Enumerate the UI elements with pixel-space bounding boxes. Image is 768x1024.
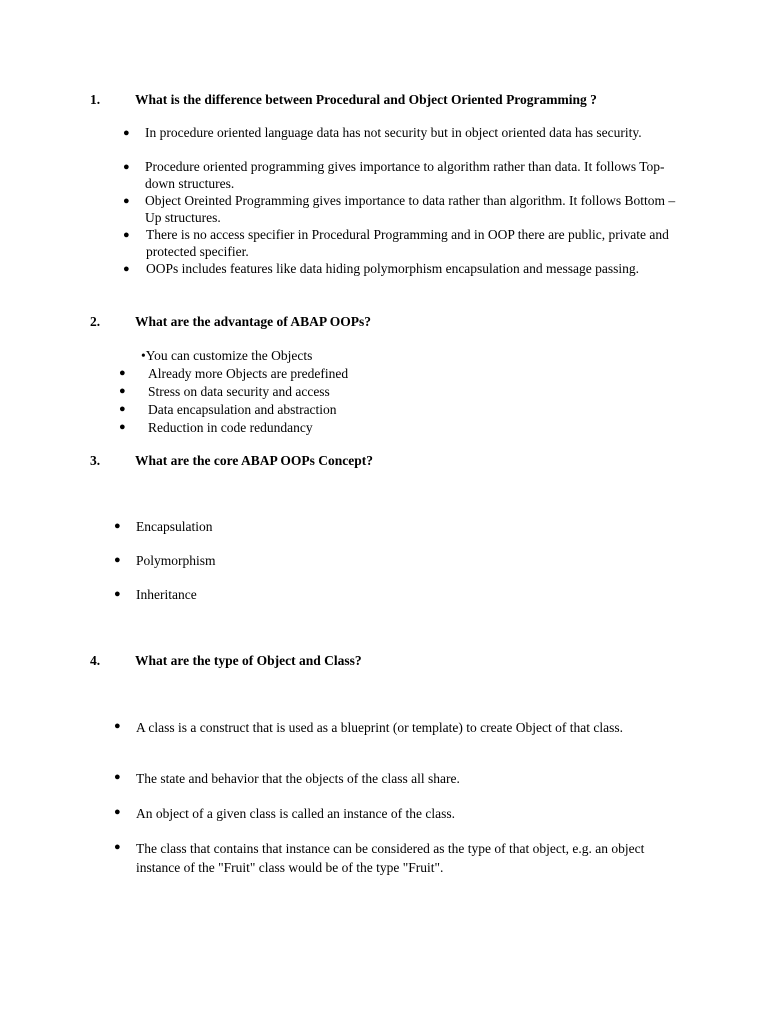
- list-item: [0, 401, 768, 419]
- bullet-text: Inheritance: [136, 587, 197, 602]
- bullet-text: Polymorphism: [136, 553, 216, 568]
- list-item: [0, 518, 768, 552]
- bullet-icon: ●: [114, 841, 121, 853]
- question-1-number: 1.: [90, 92, 101, 107]
- list-item: [0, 804, 768, 839]
- question-2-number: 2.: [90, 314, 101, 329]
- bullet-icon: ●: [114, 771, 121, 783]
- list-item: [0, 718, 768, 769]
- bullet-text: Stress on data security and access: [148, 384, 330, 399]
- list-item: [0, 419, 768, 437]
- bullet-icon: ●: [123, 229, 130, 241]
- bullet-text: A class is a construct that is used as a blueprint (or template) to create Object of that class.: [136, 720, 623, 735]
- list-item: [0, 839, 768, 879]
- bullet-text: An object of a given class is called an instance of the class.: [136, 806, 456, 821]
- bullet-text: OOPs includes features like data hiding polymorphism encapsulation and message passing.: [146, 261, 640, 276]
- bullet-icon: ●: [114, 720, 121, 732]
- bullet-text: The state and behavior that the objects of the class all share.: [136, 771, 460, 786]
- list-item: [0, 193, 768, 227]
- list-item: [0, 552, 768, 586]
- bullet-text: Reduction in code redundancy: [148, 420, 313, 435]
- question-1-bullets: [0, 125, 768, 295]
- bullet-icon: ●: [114, 554, 121, 566]
- bullet-text: Already more Objects are predefined: [148, 366, 349, 381]
- bullet-text: Object Oreinted Programming gives importance to data rather than algorithm. It follows Bottom – Up structures.: [145, 193, 676, 225]
- question-2-bullets: [0, 365, 768, 437]
- bullet-icon: ●: [123, 127, 130, 139]
- question-3-bullets: [0, 518, 768, 620]
- bullet-icon: ●: [114, 520, 121, 532]
- list-item: [0, 261, 768, 295]
- bullet-icon: ●: [123, 263, 130, 275]
- question-3-number: 3.: [90, 453, 101, 468]
- bullet-icon: ●: [123, 195, 130, 207]
- question-4-title: What are the type of Object and Class?: [135, 653, 362, 668]
- bullet-text: Data encapsulation and abstraction: [148, 402, 337, 417]
- bullet-icon: ●: [119, 367, 126, 379]
- bullet-text: Procedure oriented programming gives importance to algorithm rather than data. It follows Top-down structures.: [145, 159, 665, 191]
- list-item: [0, 365, 768, 383]
- bullet-text: Encapsulation: [136, 519, 213, 534]
- bullet-icon: ●: [119, 403, 126, 415]
- bullet-text: There is no access specifier in Procedural Programming and in OOP there are public, private and protected specifier.: [146, 227, 669, 259]
- question-3-title: What are the core ABAP OOPs Concept?: [135, 453, 373, 468]
- question-2-title: What are the advantage of ABAP OOPs?: [135, 314, 371, 329]
- list-item: [0, 586, 768, 620]
- bullet-icon: ●: [114, 588, 121, 600]
- bullet-icon: ●: [119, 385, 126, 397]
- question-4-bullets: [0, 718, 768, 879]
- list-item: [0, 227, 768, 261]
- question-4-number: 4.: [90, 653, 101, 668]
- bullet-icon: ●: [119, 421, 126, 433]
- list-item: [0, 125, 768, 159]
- question-1-title: What is the difference between Procedural and Object Oriented Programming ?: [135, 92, 597, 107]
- bullet-icon: ●: [114, 806, 121, 818]
- list-item: [0, 159, 768, 193]
- bullet-text: The class that contains that instance can be considered as the type of that object, e.g. an object instance of the "Fruit" class would be of the type "Fruit".: [136, 841, 645, 875]
- list-item: [0, 383, 768, 401]
- advantage-first-item: •You can customize the Objects: [141, 348, 313, 363]
- bullet-text: In procedure oriented language data has not security but in object oriented data has security.: [145, 125, 642, 140]
- bullet-icon: ●: [123, 161, 130, 173]
- list-item: [0, 769, 768, 804]
